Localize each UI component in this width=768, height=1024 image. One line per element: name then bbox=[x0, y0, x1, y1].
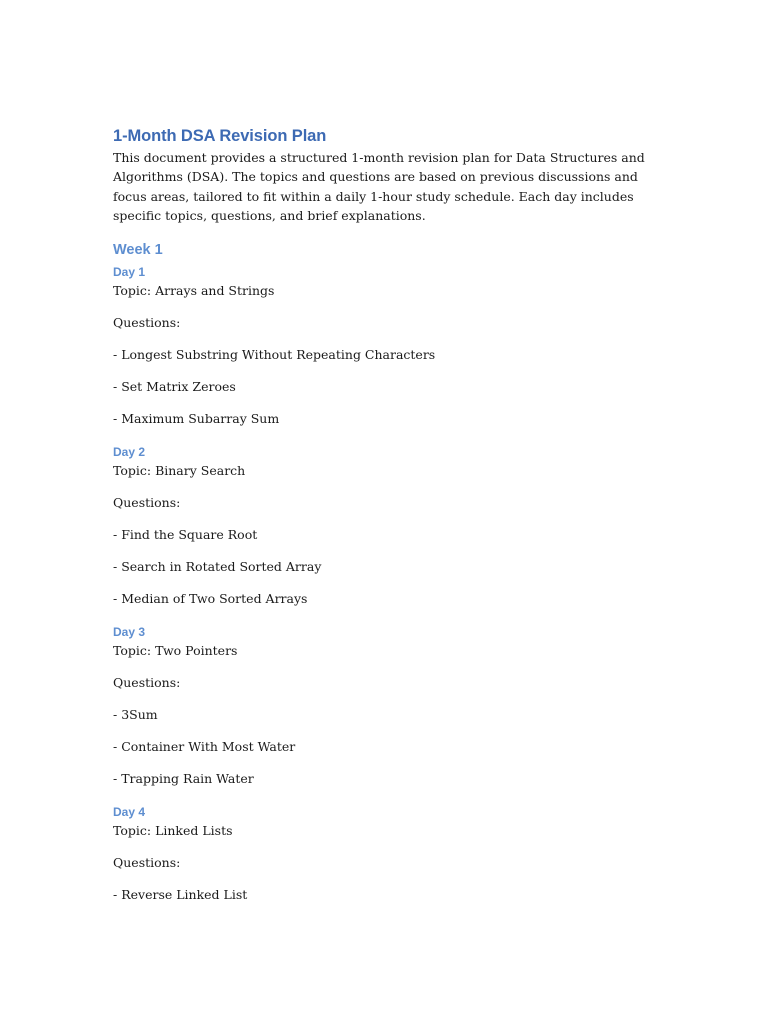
question-item: - Search in Rotated Sorted Array bbox=[113, 558, 322, 574]
day-topic: Topic: Arrays and Strings bbox=[113, 282, 275, 298]
question-item: - 3Sum bbox=[113, 706, 158, 722]
day-heading: Day 2 bbox=[113, 444, 146, 459]
intro-paragraph: This document provides a structured 1-month revision plan for Data Structures and Algorithms (DSA). The topics and questions are based on previous discussions and focus areas, tailored to fit within a daily 1-hour study schedule. Each day includes specific topics, questions, and brief explanations. bbox=[113, 150, 645, 224]
day-section bbox=[113, 262, 658, 442]
day-topic: Topic: Two Pointers bbox=[113, 642, 238, 658]
question-item: - Find the Square Root bbox=[113, 526, 258, 542]
day-section bbox=[113, 622, 658, 802]
question-item: - Reverse Linked List bbox=[113, 886, 248, 902]
document-title: 1-Month DSA Revision Plan bbox=[113, 127, 327, 145]
questions-label: Questions: bbox=[113, 674, 181, 690]
day-topic: Topic: Binary Search bbox=[113, 462, 246, 478]
day-topic: Topic: Linked Lists bbox=[113, 822, 233, 838]
day-section bbox=[113, 442, 658, 622]
day-heading: Day 1 bbox=[113, 264, 146, 279]
question-item: - Container With Most Water bbox=[113, 738, 296, 754]
question-item: - Longest Substring Without Repeating Characters bbox=[113, 346, 436, 362]
question-item: - Trapping Rain Water bbox=[113, 770, 254, 786]
questions-label: Questions: bbox=[113, 314, 181, 330]
question-item: - Maximum Subarray Sum bbox=[113, 410, 280, 426]
day-heading: Day 3 bbox=[113, 624, 146, 639]
questions-label: Questions: bbox=[113, 494, 181, 510]
week-heading: Week 1 bbox=[113, 241, 163, 258]
question-item: - Median of Two Sorted Arrays bbox=[113, 590, 308, 606]
questions-label: Questions: bbox=[113, 854, 181, 870]
day-section bbox=[113, 802, 658, 903]
document-body bbox=[113, 124, 658, 903]
day-heading: Day 4 bbox=[113, 804, 146, 819]
question-item: - Set Matrix Zeroes bbox=[113, 378, 236, 394]
